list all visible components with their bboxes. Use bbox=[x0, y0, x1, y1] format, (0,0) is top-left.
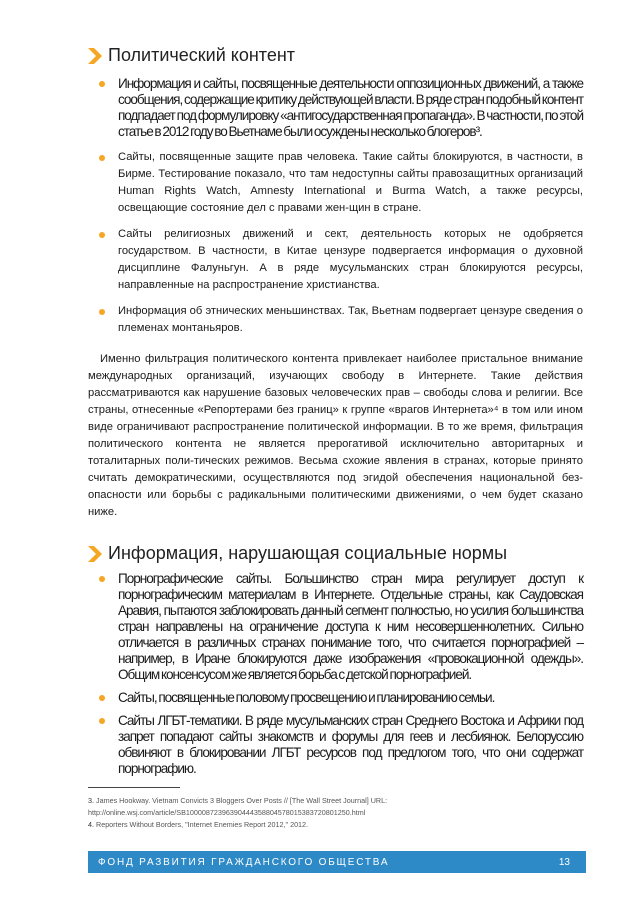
footer-organization: ФОНД РАЗВИТИЯ ГРАЖДАНСКОГО ОБЩЕСТВА bbox=[98, 856, 390, 868]
footnote bbox=[88, 819, 588, 831]
list-item-text: Сайты ЛГБТ-тематики. В ряде мусульманских стран Среднего Востока и Африки под запрет попадают сайты знакомств и форумы для геев и лесбиянок. Белоруссию обвиняют в блокировании ЛГБТ ресурсов под предлогом того, что они содержат порнографию. bbox=[118, 713, 583, 776]
footnote-number: 4. bbox=[88, 820, 94, 829]
section-title: Политический контент bbox=[108, 45, 296, 65]
footnote-text: James Hookway. Vietnam Convicts 3 Bloggers Over Posts // [The Wall Street Journal] URL: http://online.wsj.com/article/SB10000872396390444358804578015383720801250.html bbox=[88, 796, 388, 817]
footnote-divider bbox=[88, 787, 180, 788]
chevron-right-icon bbox=[88, 48, 102, 64]
section-title: Информация, нарушающая социальные нормы bbox=[108, 543, 508, 563]
bullet-dot-icon bbox=[99, 718, 105, 724]
bullet-dot-icon bbox=[99, 232, 105, 238]
list-item-text: Сайты, посвященные защите прав человека. Такие сайты блокируются, в частности, в Бирме. Тестирование показало, что там недоступны сайты правозащитных организаций Human Rights Watch, Amnesty International и Burma Watch, а также ресурсы, освещающие состояние дел с правами жен-щин в стране. bbox=[118, 151, 583, 214]
list-item bbox=[96, 690, 583, 706]
list-item-text: Сайты, посвященные половому просвещению и планированию семьи. bbox=[118, 690, 495, 705]
list-item-text: Порнографические сайты. Большинство стран мира регулирует доступ к порнографическим материалам в Интернете. Отдельные страны, как Саудовская Аравия, пытаются заблокировать данный сегмент полностью, но усилия большинства стран направлены на ограничение доступа к ним несовершеннолетних. Сильно отличается в различных странах понимание того, что считается порнографией – например, в Иране блокируются даже изображения «провокационной одежды». Общим консенсусом же является борьба с детской порнографией. bbox=[118, 571, 583, 682]
chevron-right-icon bbox=[88, 546, 102, 562]
bullet-dot-icon bbox=[99, 576, 105, 582]
list-item bbox=[96, 76, 583, 140]
footnote-text: Reporters Without Borders, "Internet Enemies Report 2012," 2012. bbox=[96, 820, 309, 829]
list-item bbox=[96, 303, 583, 337]
footnote bbox=[88, 795, 588, 819]
page-footer bbox=[88, 851, 586, 873]
page-number: 13 bbox=[558, 856, 570, 868]
political-list bbox=[96, 76, 583, 346]
list-item bbox=[96, 713, 583, 777]
list-item bbox=[96, 226, 583, 294]
bullet-dot-icon bbox=[99, 695, 105, 701]
list-item bbox=[96, 149, 583, 217]
list-item-text: Информация и сайты, посвященные деятельности оппозиционных движений, а также сообщения, содержащие критику действующей власти. В ряде стран подобный контент подпадает под формулировку «антигосударственная пропаганда». В частности, по этой статье в 2012 году во Вьетнаме были осуждены несколько блогеров³. bbox=[118, 76, 583, 139]
bullet-dot-icon bbox=[99, 81, 105, 87]
bullet-dot-icon bbox=[99, 155, 105, 161]
body-paragraph: Именно фильтрация политического контента привлекает наиболее пристальное внимание международных организаций, изучающих свободу в Интернете. Такие действия рассматриваются как нарушение базовых человеческих прав – свободы слова и религии. Все страны, отнесенные «Репортерами без границ» к группе «врагов Интернета»⁴ в том или ином виде ограничивают распространение политической информации. В то же время, фильтрация политического контента не является прерогативой исключительно авторитарных и тоталитарных поли-тических режимов. Весьма схожие явления в странах, которые принято считать демократическими, осуществляются под эгидой обеспечения национальной без-опасности или борьбы с радикальными политическими движениями, о чем будет сказано ниже. bbox=[88, 353, 583, 518]
section-heading-political bbox=[88, 45, 295, 66]
footnotes bbox=[88, 795, 588, 831]
social-norms-list bbox=[96, 571, 583, 786]
section-heading-social-norms bbox=[88, 543, 507, 564]
list-item bbox=[96, 571, 583, 683]
bullet-dot-icon bbox=[99, 309, 105, 315]
footnote-number: 3. bbox=[88, 796, 94, 805]
list-item-text: Сайты религиозных движений и сект, деятельность которых не одобряется государством. В частности, в Китае цензуре подвергается информация о духовной дисциплине Фалуньгун. А в ряде мусульманских стран блокируются ресурсы, направленные на распространение христианства. bbox=[118, 228, 583, 291]
list-item-text: Информация об этнических меньшинствах. Так, Вьетнам подвергает цензуре сведения о племенах монтаньяров. bbox=[118, 305, 583, 334]
